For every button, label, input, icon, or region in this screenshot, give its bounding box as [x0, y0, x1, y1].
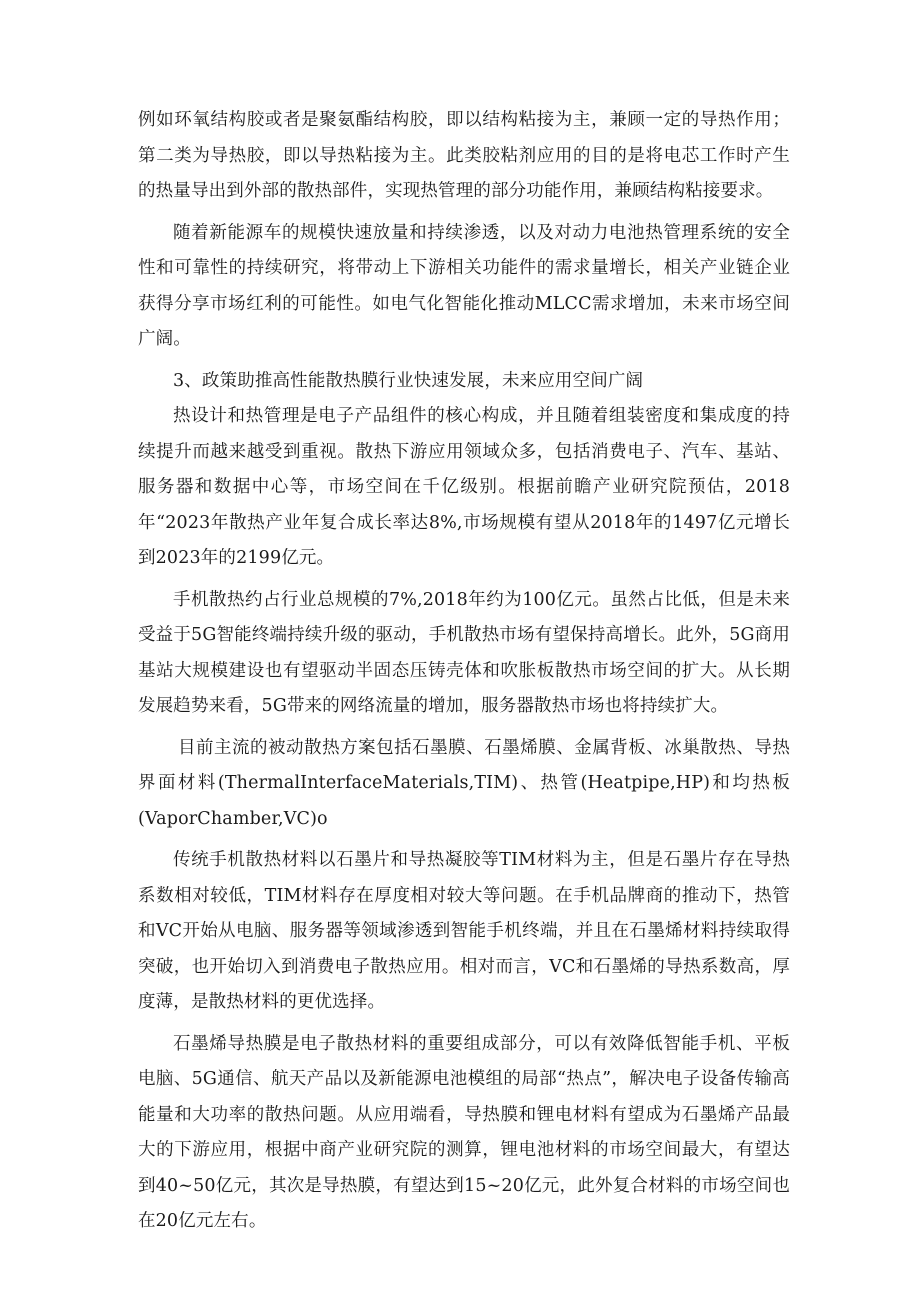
paragraph-thermal-design: 热设计和热管理是电子产品组件的核心构成，并且随着组装密度和集成度的持续提升而越来越受到重视。散热下游应用领域众多，包括消费电子、汽车、基站、服务器和数据中心等，市场空间在千亿级别。根据前瞻产业研究院预估，2018年“2023年散热产业年复合成长率达8%,市场规模有望从2018年的1497亿元增长到2023年的2199亿元。: [138, 406, 790, 568]
paragraph-new-energy-vehicles: 随着新能源车的规模快速放量和持续渗透，以及对动力电池热管理系统的安全性和可靠性的持续研究，将带动上下游相关功能件的需求量增长，相关产业链企业获得分享市场红利的可能性。如电气化智能化推动MLCC需求增加，未来市场空间广阔。: [138, 222, 790, 349]
paragraph-graphene-film: 石墨烯导热膜是电子散热材料的重要组成部分，可以有效降低智能手机、平板电脑、5G通信、航天产品以及新能源电池模组的局部“热点”，解决电子设备传输高能量和大功率的散热问题。从应用端看，导热膜和锂电材料有望成为石墨烯产品最大的下游应用，根据中商产业研究院的测算，锂电池材料的市场空间最大，有望达到40~50亿元，其次是导热膜，有望达到15~20亿元，此外复合材料的市场空间也在20亿元左右。: [138, 1033, 790, 1231]
section-heading-policy: 3、政策助推高性能散热膜行业快速发展，未来应用空间广阔: [173, 370, 644, 391]
document-body: [138, 103, 790, 1240]
paragraph-passive-cooling: 目前主流的被动散热方案包括石墨膜、石墨烯膜、金属背板、冰巢散热、导热界面材料(ThermalInterfaceMaterials,TIM)、热管(Heatpipe,HP)和均热板(VaporChamber,VC)o: [138, 737, 790, 829]
paragraph-phone-cooling: 手机散热约占行业总规模的7%,2018年约为100亿元。虽然占比低，但是未来受益于5G智能终端持续升级的驱动，手机散热市场有望保持高增长。此外，5G商用基站大规模建设也有望驱动半固态压铸壳体和吹胀板散热市场空间的扩大。从长期发展趋势来看，5G带来的网络流量的增加，服务器散热市场也将持续扩大。: [138, 589, 790, 716]
paragraph-structural-adhesive: 例如环氧结构胶或者是聚氨酯结构胶，即以结构粘接为主，兼顾一定的导热作用；第二类为导热胶，即以导热粘接为主。此类胶粘剂应用的目的是将电芯工作时产生的热量导出到外部的散热部件，实现热管理的部分功能作用，兼顾结构粘接要求。: [138, 110, 790, 201]
paragraph-traditional-materials: 传统手机散热材料以石墨片和导热凝胶等TIM材料为主，但是石墨片存在导热系数相对较低，TIM材料存在厚度相对较大等问题。在手机品牌商的推动下，热管和VC开始从电脑、服务器等领域渗透到智能手机终端，并且在石墨烯材料持续取得突破，也开始切入到消费电子散热应用。相对而言，VC和石墨烯的导热系数高，厚度薄，是散热材料的更优选择。: [138, 850, 790, 1012]
